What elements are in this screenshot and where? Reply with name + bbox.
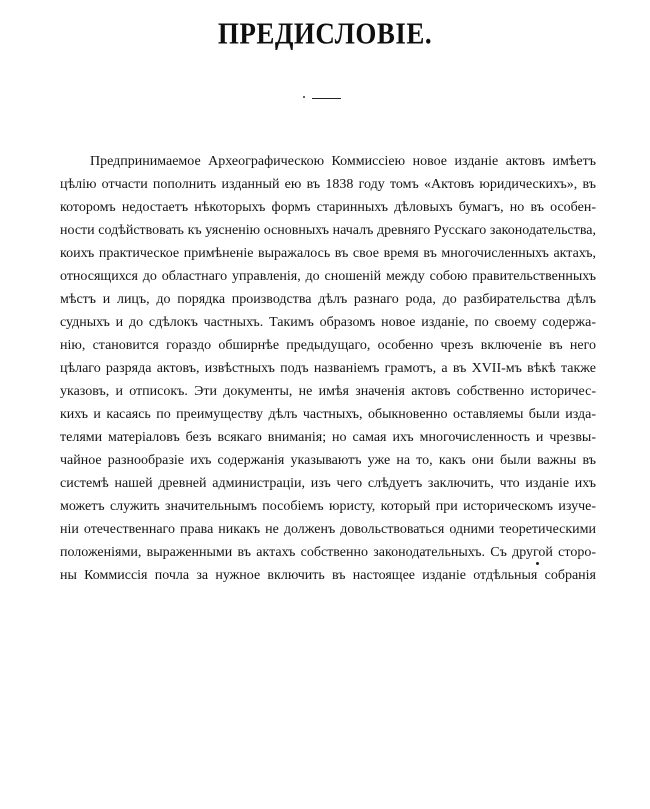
text-line: ны Коммиссія почла за нужное включить въ настоящее изданіе отдѣльныя собранія bbox=[60, 568, 596, 583]
text-line: мѣстъ и лицъ, до порядка производства дѣлъ разнаго рода, до разбирательства дѣлъ bbox=[60, 292, 596, 307]
preface-paragraph bbox=[60, 150, 596, 587]
ink-speck bbox=[536, 562, 539, 565]
text-line: судныхъ и до сдѣлокъ частныхъ. Такимъ образомъ новое изданіе, по своему содержа- bbox=[60, 315, 596, 330]
text-line: можетъ служить значительнымъ пособіемъ юристу, который при историческомъ изуче- bbox=[60, 499, 596, 514]
text-line: указовъ, и отписокъ. Эти документы, не имѣя значенія актовъ собственно историчес- bbox=[60, 384, 596, 399]
text-line: ности содѣйствовать къ уясненію основныхъ началъ древняго Русскаго законодательства, bbox=[60, 223, 596, 238]
text-line: положеніями, выраженными въ актахъ собственно законодательныхъ. Съ другой сторо- bbox=[60, 545, 596, 560]
text-line: нію, становится гораздо обширнѣе предыдущаго, особенно чрезъ включеніе въ него bbox=[60, 338, 596, 353]
text-line: кихъ и касаясь по преимуществу дѣлъ частныхъ, обыкновенно оставляемы были изда- bbox=[60, 407, 596, 422]
text-line: чайное разнообразіе ихъ содержанія указываютъ уже на то, какъ они были важны въ bbox=[60, 453, 596, 468]
text-line: системѣ нашей древней администраціи, изъ чего слѣдуетъ заключить, что изданіе ихъ bbox=[60, 476, 596, 491]
page-title: ПРЕДИСЛОВІЕ. bbox=[217, 15, 433, 51]
ornament-dot bbox=[303, 96, 305, 98]
title-rule bbox=[312, 98, 341, 99]
text-line: цѣлію отчасти пополнить изданный ею въ 1838 году томъ «Актовъ юридическихъ», въ bbox=[60, 177, 596, 192]
text-line: ніи отечественнаго права никакъ не долженъ довольствоваться одними теоретическими bbox=[60, 522, 596, 537]
text-line: которомъ недостаетъ нѣкоторыхъ формъ старинныхъ дѣловыхъ бумагъ, но въ особен- bbox=[60, 200, 596, 215]
text-line: телями матеріаловъ безъ всякаго вниманія; но самая ихъ многочисленность и чрезвы- bbox=[60, 430, 596, 445]
text-line: коихъ практическое примѣненіе выражалось въ свое время въ многочисленныхъ актахъ, bbox=[60, 246, 596, 261]
text-line: Предпринимаемое Археографическою Коммиссіею новое изданіе актовъ имѣетъ bbox=[90, 154, 596, 169]
text-line: относящихся до областнаго управленія, до сношеній между собою правительственныхъ bbox=[60, 269, 596, 284]
text-line: цѣлаго разряда актовъ, извѣстныхъ подъ названіемъ грамотъ, а въ XVII-мъ вѣкѣ также bbox=[60, 361, 596, 376]
